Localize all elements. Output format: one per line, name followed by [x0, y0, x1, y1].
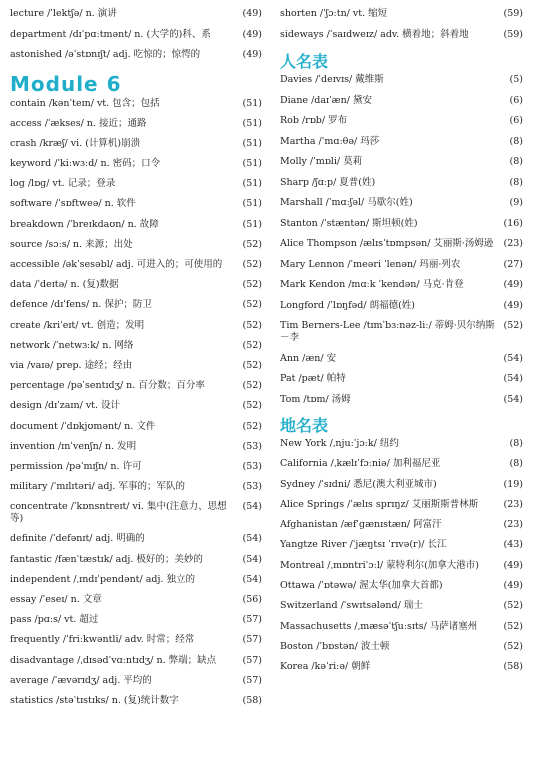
vocab-entry	[280, 320, 523, 344]
vocab-entry	[10, 29, 262, 41]
vocab-entry	[10, 49, 262, 61]
entry-page-number: (49)	[503, 580, 523, 592]
vocab-entry	[280, 218, 523, 230]
entry-text: Sharp /ʃɑːp/ 夏普(姓)	[280, 176, 376, 188]
entry-page-number: (8)	[509, 458, 523, 470]
places-list	[280, 438, 523, 673]
entry-text: Stanton /ˈstæntən/ 斯坦顿(姓)	[280, 217, 418, 229]
vocab-entry	[10, 614, 262, 626]
vocab-entry	[10, 118, 262, 130]
entry-page-number: (54)	[242, 573, 262, 585]
entry-text: create /kriˈeɪt/ vt. 创造；发明	[10, 319, 145, 331]
entry-page-number: (8)	[509, 438, 523, 449]
entry-page-number: (58)	[242, 694, 262, 706]
entry-text: average /ˈævərɪdʒ/ adj. 平均的	[10, 674, 152, 686]
entry-text: Montreal /ˌmɒntriˈɔːl/ 蒙特利尔(加拿大港市)	[280, 559, 479, 571]
entry-page-number: (8)	[509, 135, 523, 147]
entry-text: concentrate /ˈkɒnsntreɪt/ vi. 集中(注意力、思想等)	[10, 501, 227, 525]
vocab-entry	[280, 560, 523, 572]
vocab-entry	[10, 400, 262, 412]
entry-page-number: (52)	[242, 380, 262, 392]
entry-text: Mark Kendon /mɑːk ˈkendən/ 马克·肯登	[280, 279, 464, 290]
left-vocab-list	[10, 98, 262, 707]
entry-text: Davies /ˈdeɪvɪs/ 戴维斯	[280, 74, 384, 85]
entry-page-number: (52)	[242, 299, 262, 311]
entry-page-number: (58)	[503, 661, 523, 673]
vocab-entry	[10, 299, 262, 311]
vocab-entry	[10, 340, 262, 352]
entry-text: definite /ˈdefənɪt/ adj. 明确的	[10, 533, 145, 545]
entry-page-number: (54)	[503, 393, 523, 405]
entry-page-number: (51)	[242, 218, 262, 230]
vocab-entry	[10, 219, 262, 231]
entry-text: essay /ˈeseɪ/ n. 文章	[10, 594, 102, 605]
vocab-entry	[280, 279, 523, 291]
entry-text: Massachusetts /ˌmæsəˈtʃuːsɪts/ 马萨诸塞州	[280, 620, 478, 632]
vocab-entry	[280, 353, 523, 365]
right-pre-entries	[280, 8, 523, 41]
entry-page-number: (49)	[503, 279, 523, 290]
vocab-entry	[280, 600, 523, 612]
entry-page-number: (59)	[503, 8, 523, 19]
vocab-entry	[280, 458, 523, 470]
vocab-entry	[280, 74, 523, 86]
entry-text: software /ˈsɒftweə/ n. 软件	[10, 198, 136, 210]
entry-page-number: (52)	[503, 640, 523, 652]
entry-text: breakdown /ˈbreɪkdaʊn/ n. 故障	[10, 218, 159, 230]
entry-page-number: (51)	[242, 117, 262, 129]
entry-text: accessible /əkˈsesəbl/ adj. 可进入的；可使用的	[10, 259, 223, 270]
left-pre-entries	[10, 8, 262, 61]
entry-page-number: (53)	[242, 460, 262, 472]
entry-text: Tim Berners-Lee /tɪmˈbɜːnəz-liː/ 蒂姆·贝尔纳斯－李	[280, 320, 495, 343]
entry-page-number: (6)	[509, 115, 523, 126]
entry-text: Diane /daɪˈæn/ 黛安	[280, 94, 372, 106]
entry-text: invention /ɪnˈvenʃn/ n. 发明	[10, 440, 137, 452]
entry-text: Martha /ˈmɑːθə/ 玛莎	[280, 135, 380, 147]
module-title: Module 6	[10, 71, 122, 96]
vocab-entry	[10, 98, 262, 110]
entry-page-number: (52)	[242, 238, 262, 250]
entry-page-number: (51)	[242, 198, 262, 210]
vocab-entry	[10, 441, 262, 453]
vocab-entry	[10, 239, 262, 251]
entry-page-number: (57)	[242, 674, 262, 686]
entry-text: Boston /ˈbɒstən/ 波士顿	[280, 640, 390, 652]
entry-text: fantastic /fænˈtæstɪk/ adj. 极好的；美妙的	[10, 553, 203, 565]
vocab-entry	[10, 634, 262, 646]
vocab-entry	[10, 360, 262, 372]
entry-text: Longford /ˈlɒŋfəd/ 朗福德(姓)	[280, 299, 416, 311]
vocab-entry	[10, 279, 262, 291]
entry-page-number: (6)	[509, 94, 523, 106]
vocab-entry	[280, 519, 523, 531]
vocab-entry	[280, 136, 523, 148]
vocab-entry	[280, 29, 523, 41]
entry-text: pass /pɑːs/ vt. 超过	[10, 614, 99, 626]
entry-page-number: (53)	[242, 440, 262, 452]
vocab-entry	[280, 499, 523, 511]
entry-text: Tom /tɒm/ 汤姆	[280, 393, 351, 405]
entry-page-number: (52)	[242, 359, 262, 371]
entry-page-number: (52)	[503, 320, 523, 331]
vocab-entry	[10, 695, 262, 707]
vocab-entry	[280, 300, 523, 312]
vocab-entry	[280, 394, 523, 406]
entry-page-number: (49)	[242, 8, 262, 19]
vocab-entry	[10, 178, 262, 190]
entry-text: access /ˈækses/ n. 接近；通路	[10, 117, 147, 129]
vocab-entry	[10, 481, 262, 493]
entry-text: data /ˈdeɪtə/ n. (复)数据	[10, 279, 119, 291]
vocab-entry	[280, 8, 523, 20]
entry-page-number: (49)	[242, 49, 262, 60]
entry-page-number: (51)	[242, 158, 262, 170]
entry-text: Afghanistan /æfˈɡænɪstæn/ 阿富汗	[280, 519, 442, 531]
vocab-entry	[10, 158, 262, 170]
entry-page-number: (5)	[509, 74, 523, 85]
entry-page-number: (54)	[503, 352, 523, 364]
vocab-entry	[10, 655, 262, 667]
vocab-entry	[10, 138, 262, 150]
vocab-entry	[10, 554, 262, 566]
entry-page-number: (52)	[242, 400, 262, 412]
entry-page-number: (54)	[503, 373, 523, 384]
entry-text: lecture /ˈlektʃə/ n. 演讲	[10, 8, 117, 19]
vocab-entry	[280, 259, 523, 271]
entry-text: frequently /ˈfriːkwəntli/ adv. 时常；经常	[10, 634, 195, 646]
entry-text: permission /pəˈmɪʃn/ n. 许可	[10, 460, 142, 472]
entry-page-number: (52)	[242, 319, 262, 331]
entry-page-number: (43)	[503, 539, 523, 551]
vocab-entry	[10, 574, 262, 586]
vocab-entry	[10, 533, 262, 545]
vocab-entry	[10, 320, 262, 332]
names-section-title: 人名表	[280, 52, 329, 71]
vocab-entry	[280, 95, 523, 107]
vocab-entry	[280, 373, 523, 385]
entry-page-number: (51)	[242, 137, 262, 149]
vocab-entry	[280, 197, 523, 209]
vocab-entry	[280, 479, 523, 491]
entry-text: Sydney /ˈsɪdni/ 悉尼(澳大利亚城市)	[280, 478, 437, 490]
entry-page-number: (52)	[242, 279, 262, 291]
entry-text: defence /dɪˈfens/ n. 保护；防卫	[10, 299, 152, 311]
entry-page-number: (53)	[242, 481, 262, 493]
entry-page-number: (23)	[503, 498, 523, 510]
vocab-entry	[280, 539, 523, 551]
entry-text: Alice Springs /ˈælɪs sprɪŋz/ 艾丽斯斯普林斯	[280, 498, 479, 510]
vocab-entry	[280, 661, 523, 673]
entry-page-number: (19)	[503, 478, 523, 490]
entry-text: crash /kræʃ/ vi. (计算机)崩溃	[10, 137, 141, 149]
entry-text: network /ˈnetwɜːk/ n. 网络	[10, 339, 134, 351]
vocab-entry	[280, 115, 523, 127]
entry-page-number: (8)	[509, 156, 523, 167]
entry-page-number: (54)	[242, 533, 262, 545]
entry-page-number: (57)	[242, 634, 262, 646]
entry-page-number: (27)	[503, 258, 523, 270]
entry-text: Ottawa /ˈɒtəwə/ 渥太华(加拿大首都)	[280, 580, 443, 592]
places-section-title: 地名表	[280, 416, 329, 435]
entry-text: shorten /ˈʃɔːtn/ vt. 缩短	[280, 8, 388, 19]
entry-text: independent /ˌɪndɪˈpendənt/ adj. 独立的	[10, 573, 195, 585]
vocab-entry	[280, 238, 523, 250]
vocab-entry	[10, 461, 262, 473]
entry-page-number: (52)	[242, 259, 262, 270]
entry-page-number: (52)	[503, 620, 523, 632]
entry-text: design /dɪˈzaɪn/ vt. 设计	[10, 400, 121, 412]
entry-text: department /dɪˈpɑːtmənt/ n. (大学的)科、系	[10, 28, 211, 40]
vocab-entry	[280, 641, 523, 653]
entry-page-number: (57)	[242, 654, 262, 666]
vocab-entry	[280, 177, 523, 189]
vocab-entry	[10, 8, 262, 20]
entry-page-number: (51)	[242, 97, 262, 109]
entry-text: contain /kənˈteɪn/ vt. 包含；包括	[10, 97, 160, 109]
entry-text: sideways /ˈsaɪdweɪz/ adv. 横着地；斜着地	[280, 29, 469, 40]
vocab-entry	[10, 501, 262, 525]
vocab-entry	[10, 198, 262, 210]
entry-page-number: (54)	[242, 501, 262, 513]
entry-text: Pat /pæt/ 帕特	[280, 373, 346, 384]
vocab-entry	[280, 621, 523, 633]
vocab-entry	[280, 580, 523, 592]
entry-text: log /lɒɡ/ vt. 记录；登录	[10, 178, 116, 190]
vocab-entry	[10, 594, 262, 606]
entry-page-number: (52)	[503, 600, 523, 612]
entry-text: percentage /pəˈsentɪdʒ/ n. 百分数；百分率	[10, 380, 205, 392]
entry-text: Mary Lennon /ˈmeəri ˈlenən/ 玛丽·列农	[280, 258, 461, 270]
entry-page-number: (23)	[503, 238, 523, 249]
entry-text: Yangtze River /ˈjæŋtsɪ ˈrɪvə(r)/ 长江	[280, 539, 447, 551]
entry-page-number: (51)	[242, 178, 262, 190]
entry-page-number: (52)	[242, 339, 262, 351]
vocab-entry	[10, 421, 262, 433]
entry-page-number: (57)	[242, 614, 262, 626]
entry-text: Molly /ˈmɒli/ 莫莉	[280, 156, 363, 167]
entry-text: California /ˌkælɪˈfɔːniə/ 加利福尼亚	[280, 458, 441, 470]
entry-text: keyword /ˈkiːwɜːd/ n. 密码；口令	[10, 158, 161, 170]
vocab-entry	[280, 156, 523, 168]
entry-text: document /ˈdɒkjʊmənt/ n. 文件	[10, 420, 156, 432]
entry-page-number: (59)	[503, 29, 523, 40]
entry-text: Korea /kəˈriːə/ 朝鲜	[280, 661, 371, 673]
entry-page-number: (56)	[242, 594, 262, 605]
vocab-entry	[10, 675, 262, 687]
entry-text: disadvantage /ˌdɪsədˈvɑːntɪdʒ/ n. 弊端；缺点	[10, 654, 217, 666]
entry-text: source /sɔːs/ n. 来源；出处	[10, 238, 133, 250]
entry-text: military /ˈmɪlɪtəri/ adj. 军事的；军队的	[10, 481, 185, 493]
entry-text: via /vaɪə/ prep. 途经；经由	[10, 359, 133, 371]
entry-text: Ann /æn/ 安	[280, 352, 337, 364]
vocab-entry	[10, 380, 262, 392]
entry-text: New York /ˌnjuːˈjɔːk/ 纽约	[280, 438, 399, 449]
entry-text: Switzerland /ˈswɪtsələnd/ 瑞士	[280, 600, 423, 612]
names-list	[280, 74, 523, 406]
entry-page-number: (16)	[503, 217, 523, 229]
entry-text: astonished /əˈstɒnɪʃt/ adj. 吃惊的；惊愕的	[10, 49, 201, 60]
entry-text: Rob /rɒb/ 罗布	[280, 115, 348, 126]
entry-text: Marshall /ˈmɑːʃəl/ 马歇尔(姓)	[280, 197, 413, 208]
entry-page-number: (49)	[503, 559, 523, 571]
entry-page-number: (54)	[242, 553, 262, 565]
entry-page-number: (9)	[509, 197, 523, 208]
entry-text: Alice Thompson /ælɪsˈtɒmpsən/ 艾丽斯·汤姆逊	[280, 238, 494, 249]
entry-page-number: (8)	[509, 176, 523, 188]
vocab-entry	[280, 438, 523, 450]
entry-page-number: (49)	[503, 299, 523, 311]
vocab-entry	[10, 259, 262, 271]
entry-page-number: (23)	[503, 519, 523, 531]
left-column	[10, 0, 262, 715]
entry-page-number: (49)	[242, 28, 262, 40]
right-column	[280, 0, 523, 682]
entry-page-number: (52)	[242, 420, 262, 432]
entry-text: statistics /stəˈtɪstɪks/ n. (复)统计数字	[10, 694, 179, 706]
